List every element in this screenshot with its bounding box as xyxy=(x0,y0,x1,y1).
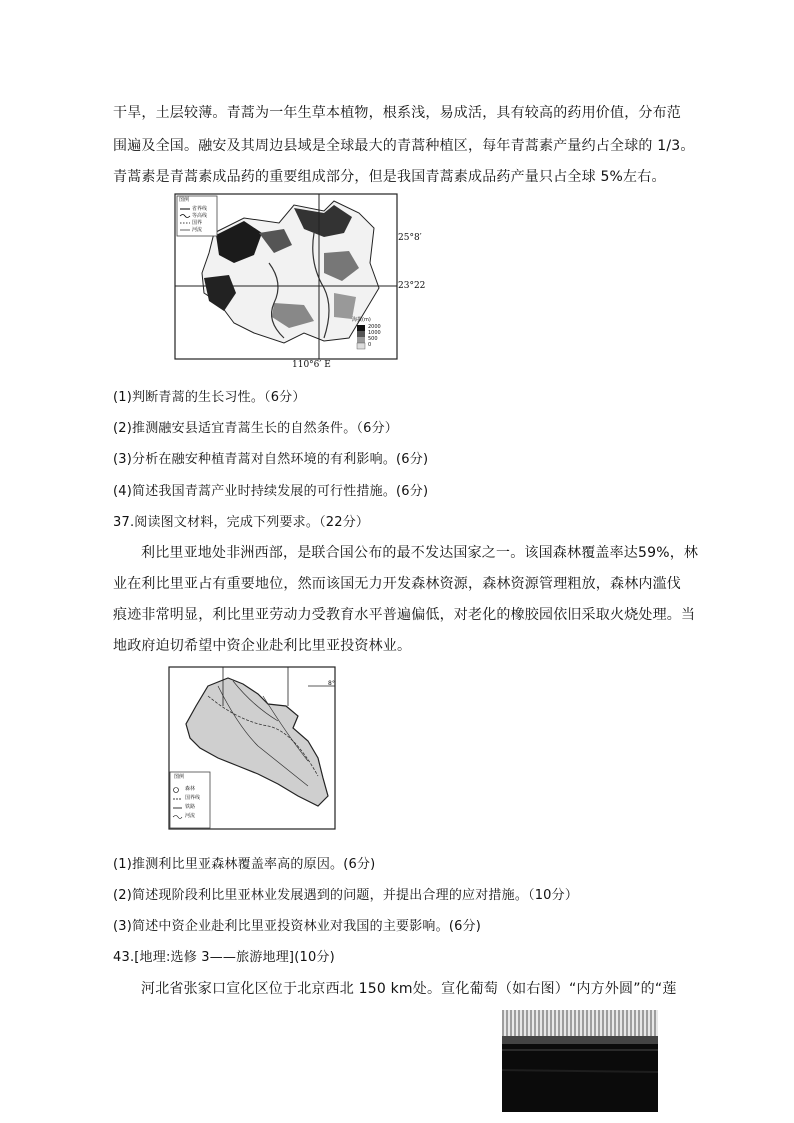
map2-lon-label: 8° xyxy=(328,680,335,687)
map2-legend-title: 图例 xyxy=(174,774,185,780)
map1-elev-value: 1000 xyxy=(368,330,381,336)
q36-item-3: (3)分析在融安种植青蒿对自然环境的有利影响。(6分) xyxy=(113,452,429,467)
q43-header: 43.[地理:选修 3——旅游地理](10分) xyxy=(113,950,335,965)
passage2-line-1: 利比里亚地处非洲西部，是联合国公布的最不发达国家之一。该国森林覆盖率达59%，林 xyxy=(141,545,699,561)
passage3-line-1: 河北省张家口宣化区位于北京西北 150 km处。宣化葡萄（如右图）“内方外圆”的“莲 xyxy=(141,981,677,997)
passage1-line-1: 干旱，土层较薄。青蒿为一年生草本植物，根系浅，易成活，具有较高的药用价值，分布范 xyxy=(113,105,681,121)
passage1-line-3: 青蒿素是青蒿素成品药的重要组成部分，但是我国青蒿素成品药产量只占全球 5%左右。 xyxy=(113,169,666,185)
q36-item-4: (4)简述我国青蒿产业时持续发展的可行性措施。(6分) xyxy=(113,484,429,499)
map1-lat-mid: 23°22 xyxy=(398,281,426,291)
q37-header: 37.阅读图文材料，完成下列要求。（22分） xyxy=(113,515,370,530)
map1-legend-item: 等高线 xyxy=(192,213,208,219)
map2-legend-item: 河流 xyxy=(185,813,196,819)
map1-elev-title: 海拔(m) xyxy=(352,317,371,323)
map2-legend-item: 国界线 xyxy=(185,795,201,801)
map1-lat-top: 25°8′ xyxy=(398,233,422,243)
q36-item-2: (2)推测融安县适宜青蒿生长的自然条件。（6分） xyxy=(113,421,398,436)
map2-legend-item: 铁路 xyxy=(185,804,196,810)
map1-lon: 110°6′ E xyxy=(292,360,331,370)
q36-item-1: (1)判断青蒿的生长习性。（6分） xyxy=(113,390,306,405)
map1-elev-value: 0 xyxy=(368,342,372,348)
passage2-line-4: 地政府迫切希望中资企业赴利比里亚投资林业。 xyxy=(113,638,412,654)
map2-legend-item: 森林 xyxy=(185,786,196,792)
map1-elev-value: 500 xyxy=(368,336,378,342)
q37-item-1: (1)推测利比里亚森林覆盖率高的原因。(6分) xyxy=(113,857,376,872)
q37-item-2: (2)简述现阶段利比里亚林业发展遇到的问题，并提出合理的应对措施。（10分） xyxy=(113,888,579,903)
map1-legend-item: 省界线 xyxy=(192,206,208,212)
passage2-line-2: 业在利比里亚占有重要地位，然而该国无力开发森林资源，森林资源管理粗放，森林内滥伐 xyxy=(113,576,681,592)
passage1-line-2: 围遍及全国。融安及其周边县域是全球最大的青蒿种植区，每年青蒿素产量约占全球的 1/3。 xyxy=(113,138,695,154)
map1-legend-item: 国界 xyxy=(192,220,203,226)
map1-legend-item: 河流 xyxy=(192,227,203,233)
q37-item-3: (3)简述中资企业赴利比里亚投资林业对我国的主要影响。(6分) xyxy=(113,919,482,934)
grape-photo-graphic xyxy=(502,1010,658,1112)
liberia-map xyxy=(168,666,340,832)
rongan-map xyxy=(174,193,442,373)
map1-elev-value: 2000 xyxy=(368,324,381,330)
grape-photo xyxy=(502,1010,658,1112)
map1-legend-title: 图例 xyxy=(179,197,190,203)
passage2-line-3: 痕迹非常明显，利比里亚劳动力受教育水平普遍偏低，对老化的橡胶园依旧采取火烧处理。当 xyxy=(113,607,696,623)
